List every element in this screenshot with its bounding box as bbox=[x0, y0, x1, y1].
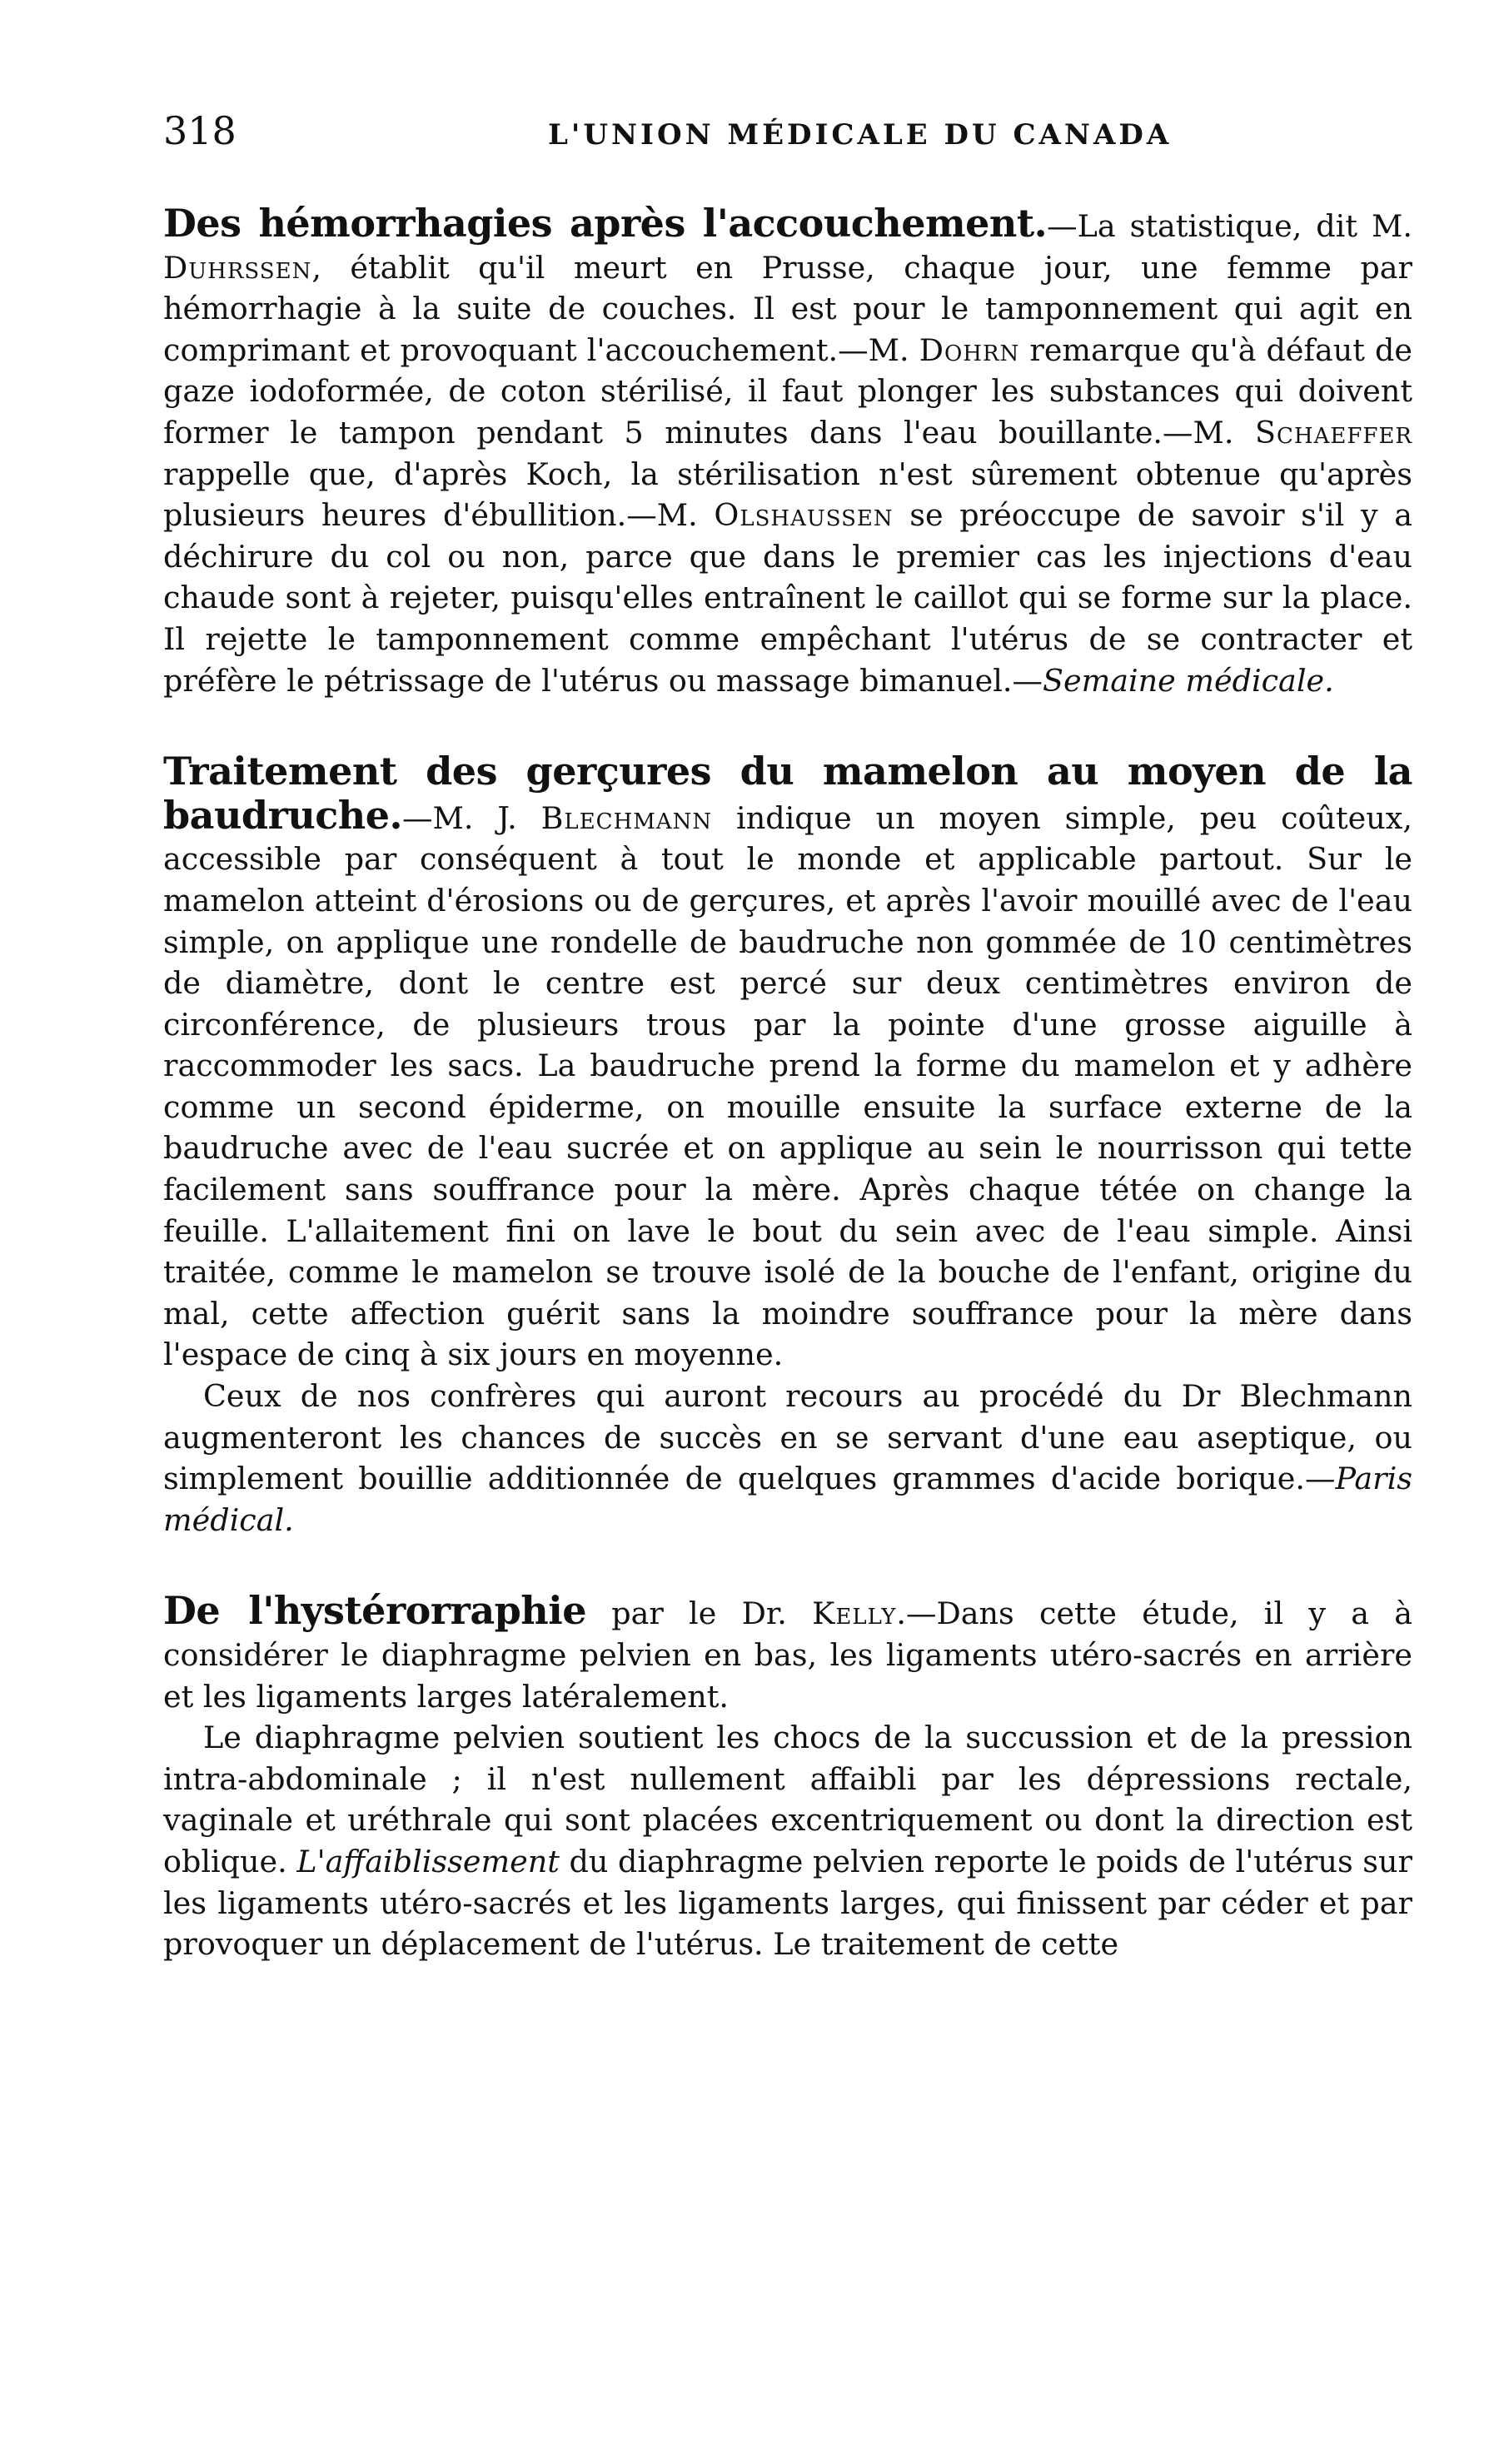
article-paragraph bbox=[163, 1376, 1412, 1541]
article-heading: De l'hystérorraphie bbox=[163, 1588, 586, 1634]
article-heading: Traitement des gerçures du mamelon au moyen de la baudruche. bbox=[163, 749, 1412, 838]
author-name: Blechmann bbox=[540, 799, 713, 836]
author-name: Dohrn bbox=[919, 331, 1020, 368]
article-hysterorraphie bbox=[163, 1590, 1412, 1964]
author-name: Duhrssen bbox=[163, 249, 312, 286]
page-number: 318 bbox=[163, 108, 237, 153]
article-heading: Des hémorrhagies après l'accouchement. bbox=[163, 201, 1048, 246]
article-paragraph bbox=[163, 203, 1412, 701]
body-text: par le Dr. bbox=[586, 1595, 813, 1632]
article-paragraph bbox=[163, 1590, 1412, 1717]
article-paragraph bbox=[163, 1717, 1412, 1965]
body-text: rappelle que, d'après Koch, la stérilisation n'est sûrement obtenue qu'après plusieurs heures d'ébullition.—M. bbox=[163, 455, 1412, 534]
author-name: Olshaussen bbox=[714, 497, 894, 534]
body-text: remarque qu'à défaut de gaze iodoformée, de coton stérilisé, il faut plonger les substances qui doivent former le tampon pendant 5 minutes dans l'eau bouillante.—M. bbox=[163, 331, 1413, 450]
journal-title: L'UNION MÉDICALE DU CANADA bbox=[548, 118, 1173, 152]
running-head bbox=[163, 108, 1412, 175]
article-paragraph bbox=[163, 751, 1412, 1376]
article-hemorrhagies bbox=[163, 203, 1412, 701]
body-text: .—Dans cette étude, il y a à considérer le diaphragme pelvien en bas, les ligaments utéro-sacrés en arrière et les ligaments larges latéralement. bbox=[163, 1595, 1413, 1715]
body-text: Ceux de nos confrères qui auront recours au procédé du Dr Blechmann augmenteront les chances de succès en se servant d'une eau aseptique, ou simplement bouillie additionnée de quelques grammes d'acide borique.— bbox=[163, 1378, 1412, 1497]
body-text: se préoccupe de savoir s'il y a déchirure du col ou non, parce que dans le premier cas les injections d'eau chaude sont à rejeter, puisqu'elles entraînent le caillot qui se forme sur la place. Il rejette le tamponnement comme empêchant l'utérus de se contracter et préfère le pétrissage de l'utérus ou massage bimanuel.— bbox=[163, 497, 1412, 699]
emphasized-text: L'affaiblissement bbox=[296, 1843, 560, 1879]
author-name: Kelly bbox=[812, 1595, 897, 1632]
body-text: du diaphragme pelvien reporte le poids de l'utérus sur les ligaments utéro-sacrés et les ligaments larges, qui finissent par céder et par provoquer un déplacement de l'utérus. Le traitement de cette bbox=[163, 1843, 1412, 1963]
author-name: Schaeffer bbox=[1255, 414, 1412, 450]
source-citation: Paris médical. bbox=[163, 1461, 1412, 1538]
body-text: —M. J. bbox=[402, 799, 541, 836]
article-gercures bbox=[163, 751, 1412, 1541]
body-text: Le diaphragme pelvien soutient les chocs de la succussion et de la pression intra-abdominale ; il n'est nullement affaibli par les dépressions rectale, vaginale et uréthrale qui sont placées excentriquement ou dont la direction est oblique. bbox=[163, 1720, 1412, 1879]
body-text: —La statistique, dit M. bbox=[1047, 208, 1412, 244]
page bbox=[163, 108, 1412, 2015]
body-text: indique un moyen simple, peu coûteux, accessible par conséquent à tout le monde et applicable partout. Sur le mamelon atteint d'érosions ou de gerçures, et après l'avoir mouillé avec de l'eau simple, on applique une rondelle de baudruche non gommée de 10 centimètres de diamètre, dont le centre est percé sur deux centimètres environ de circonférence, de plusieurs trous par la pointe d'une grosse aiguille à raccommoder les sacs. La baudruche prend la forme du mamelon et y adhère comme un second épiderme, on mouille ensuite la surface externe de la baudruche avec de l'eau sucrée et on applique au sein le nourrisson qui tette facilement sans souffrance pour la mère. Après chaque tétée on change la feuille. L'allaitement fini on lave le bout du sein avec de l'eau simple. Ainsi traitée, comme le mamelon se trouve isolé de la bouche de l'enfant, origine du mal, cette affection guérit sans la moindre souffrance pour la mère dans l'espace de cinq à six jours en moyenne. bbox=[163, 799, 1412, 1373]
body-text: , établit qu'il meurt en Prusse, chaque jour, une femme par hémorrhagie à la suite de couches. Il est pour le tamponnement qui agit en comprimant et provoquant l'accouchement.—M. bbox=[163, 249, 1412, 368]
source-citation: Semaine médicale. bbox=[1043, 662, 1334, 699]
